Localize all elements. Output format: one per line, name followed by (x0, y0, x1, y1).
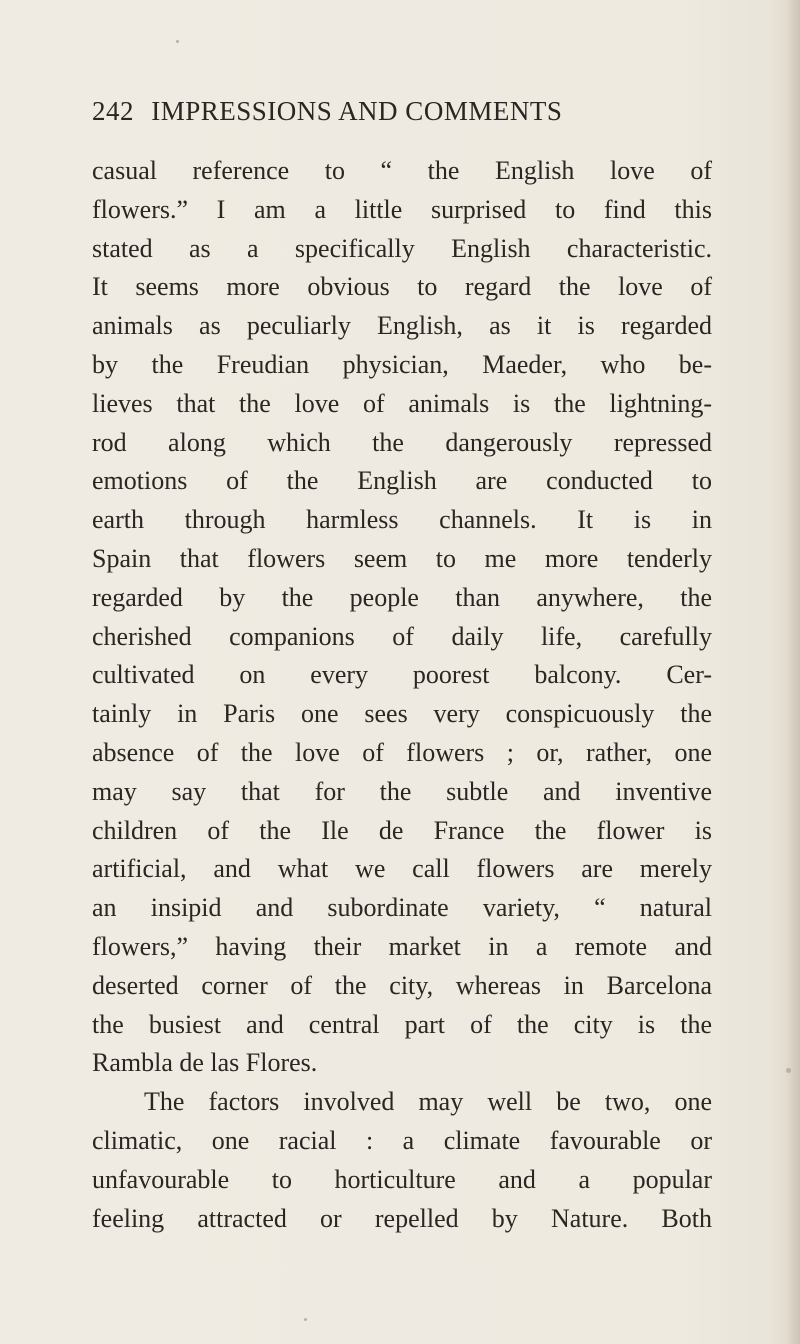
running-header (92, 96, 752, 136)
text-line: lieves that the love of animals is the lightning- (92, 388, 712, 418)
text-line: an insipid and subordinate variety, “ natural (92, 893, 712, 923)
text-line: flowers.” I am a little surprised to find this (92, 194, 712, 224)
text-line: children of the Ile de France the flower is (92, 815, 712, 845)
text-line: cultivated on every poorest balcony. Cer- (92, 660, 712, 690)
text-line: artificial, and what we call flowers are merely (92, 854, 712, 884)
text-line: flowers,” having their market in a remote and (92, 931, 712, 961)
text-line: casual reference to “ the English love of (92, 156, 712, 185)
text-line: emotions of the English are conducted to (92, 466, 712, 496)
text-line: climatic, one racial : a climate favourable or (92, 1125, 712, 1155)
body-text (92, 152, 712, 1238)
text-line: cherished companions of daily life, carefully (92, 621, 712, 651)
text-line: Spain that flowers seem to me more tenderly (92, 543, 712, 573)
page-edge-shadow (786, 0, 800, 1344)
paragraph (92, 152, 712, 1083)
text-line: tainly in Paris one sees very conspicuously the (92, 699, 712, 729)
paper-speck (304, 1318, 307, 1321)
text-line: by the Freudian physician, Maeder, who be- (92, 349, 712, 379)
text-line: earth through harmless channels. It is in (92, 505, 712, 535)
text-line: deserted corner of the city, whereas in Barcelona (92, 970, 712, 1000)
text-line: absence of the love of flowers ; or, rather, one (92, 737, 712, 767)
running-title: IMPRESSIONS AND COMMENTS (151, 96, 563, 126)
text-line: the busiest and central part of the city is the (92, 1009, 712, 1039)
paragraph (92, 1083, 712, 1238)
text-line: may say that for the subtle and inventive (92, 776, 712, 806)
page-number: 242 (92, 96, 134, 126)
text-line: stated as a specifically English characteristic. (92, 233, 712, 263)
text-line: The factors involved may well be two, one (144, 1087, 712, 1117)
text-line: Rambla de las Flores. (92, 1048, 318, 1078)
text-line: rod along which the dangerously repressed (92, 427, 712, 457)
paper-speck (786, 1068, 791, 1073)
text-line: unfavourable to horticulture and a popular (92, 1164, 712, 1194)
text-line: animals as peculiarly English, as it is regarded (92, 311, 712, 341)
text-line: It seems more obvious to regard the love of (92, 272, 712, 302)
text-line: regarded by the people than anywhere, the (92, 582, 712, 612)
paper-speck (176, 40, 179, 43)
text-line: feeling attracted or repelled by Nature. Both (92, 1203, 712, 1233)
